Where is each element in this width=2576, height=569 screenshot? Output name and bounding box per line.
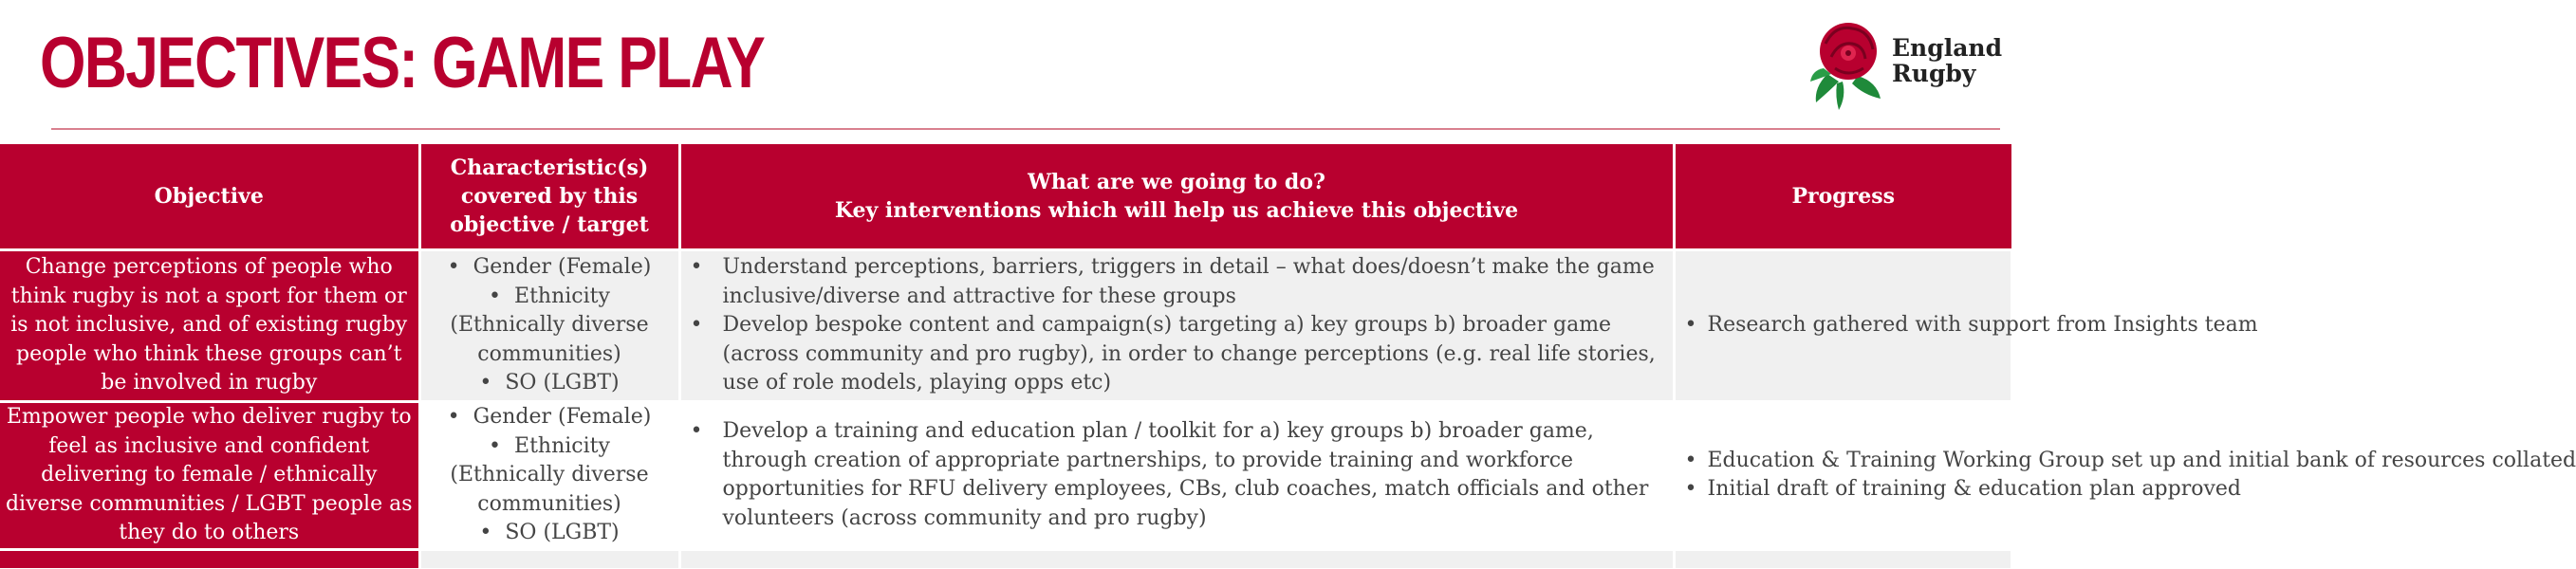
page-title: OBJECTIVES: GAME PLAY xyxy=(40,23,765,103)
table-header-row xyxy=(0,144,2011,250)
intervention-item: • Develop bespoke content and campaign(s) targeting a) key groups b) broader game (across community and pro rugby), in order to change perceptions (e.g. real life stories, use of role models, playing opps etc) xyxy=(681,311,1673,398)
objectives-table xyxy=(0,144,2576,568)
table-row xyxy=(0,250,2011,402)
objective-cell: Change perceptions of people who think rugby is not a sport for them or is not inclusive, and of existing rugby people who think these groups can’t be involved in rugby xyxy=(0,250,419,402)
progress-item: • Education & Training Working Group set up and initial bank of resources collated xyxy=(1676,447,2011,476)
logo-line-rugby: Rugby xyxy=(1892,60,1976,87)
objective-cell xyxy=(0,549,419,568)
progress-cell xyxy=(1674,250,2258,402)
red-rose-icon xyxy=(1810,15,1890,110)
characteristic-item: • Ethnicity (Ethnically diverse communities) xyxy=(421,432,678,520)
interventions-cell xyxy=(679,549,1674,568)
logo-line-england: England xyxy=(1892,34,2003,62)
interventions-cell xyxy=(679,402,1674,550)
logo-wordmark xyxy=(1892,35,2002,86)
characteristic-item: • SO (LGBT) xyxy=(421,519,678,548)
progress-cell xyxy=(1674,549,2011,568)
characteristic-item: • SO (LGBT) xyxy=(421,369,678,398)
table-row xyxy=(0,549,2011,568)
characteristic-item: • Gender (Female) xyxy=(421,403,678,432)
objective-cell: Empower people who deliver rugby to feel as inclusive and confident delivering to female / ethnically diverse communities / LGBT people as they do to others xyxy=(0,402,419,550)
characteristics-cell xyxy=(419,250,679,402)
characteristics-cell xyxy=(419,402,679,550)
progress-item: • Research gathered with support from Insights team xyxy=(1676,311,2011,340)
header-interventions: What are we going to do? Key interventions which will help us achieve this objective xyxy=(679,144,1674,250)
intervention-item: • Develop a training and education plan / toolkit for a) key groups b) broader game, through creation of appropriate partnerships, to provide training and workforce opportunities for RFU delivery employees, CBs, club coaches, match officials and other volunteers (across community and pro rugby) xyxy=(681,417,1673,533)
table-row xyxy=(0,402,2011,550)
characteristics-cell xyxy=(419,549,679,568)
england-rugby-logo xyxy=(1810,15,2003,110)
header-progress: Progress xyxy=(1674,144,2011,250)
progress-item: • Initial draft of training & education plan approved xyxy=(1676,475,2011,505)
characteristic-item: • Gender (Female) xyxy=(421,253,678,283)
header-objective: Objective xyxy=(0,144,419,250)
characteristic-item: • Ethnicity (Ethnically diverse communities) xyxy=(421,283,678,370)
intervention-item: • Understand perceptions, barriers, triggers in detail – what does/doesn’t make the game inclusive/diverse and attractive for these groups xyxy=(681,253,1673,311)
progress-cell xyxy=(1674,402,2576,550)
header-characteristics: Characteristic(s) covered by this objective / target xyxy=(419,144,679,250)
interventions-cell xyxy=(679,250,1674,402)
header-divider xyxy=(51,128,2000,130)
